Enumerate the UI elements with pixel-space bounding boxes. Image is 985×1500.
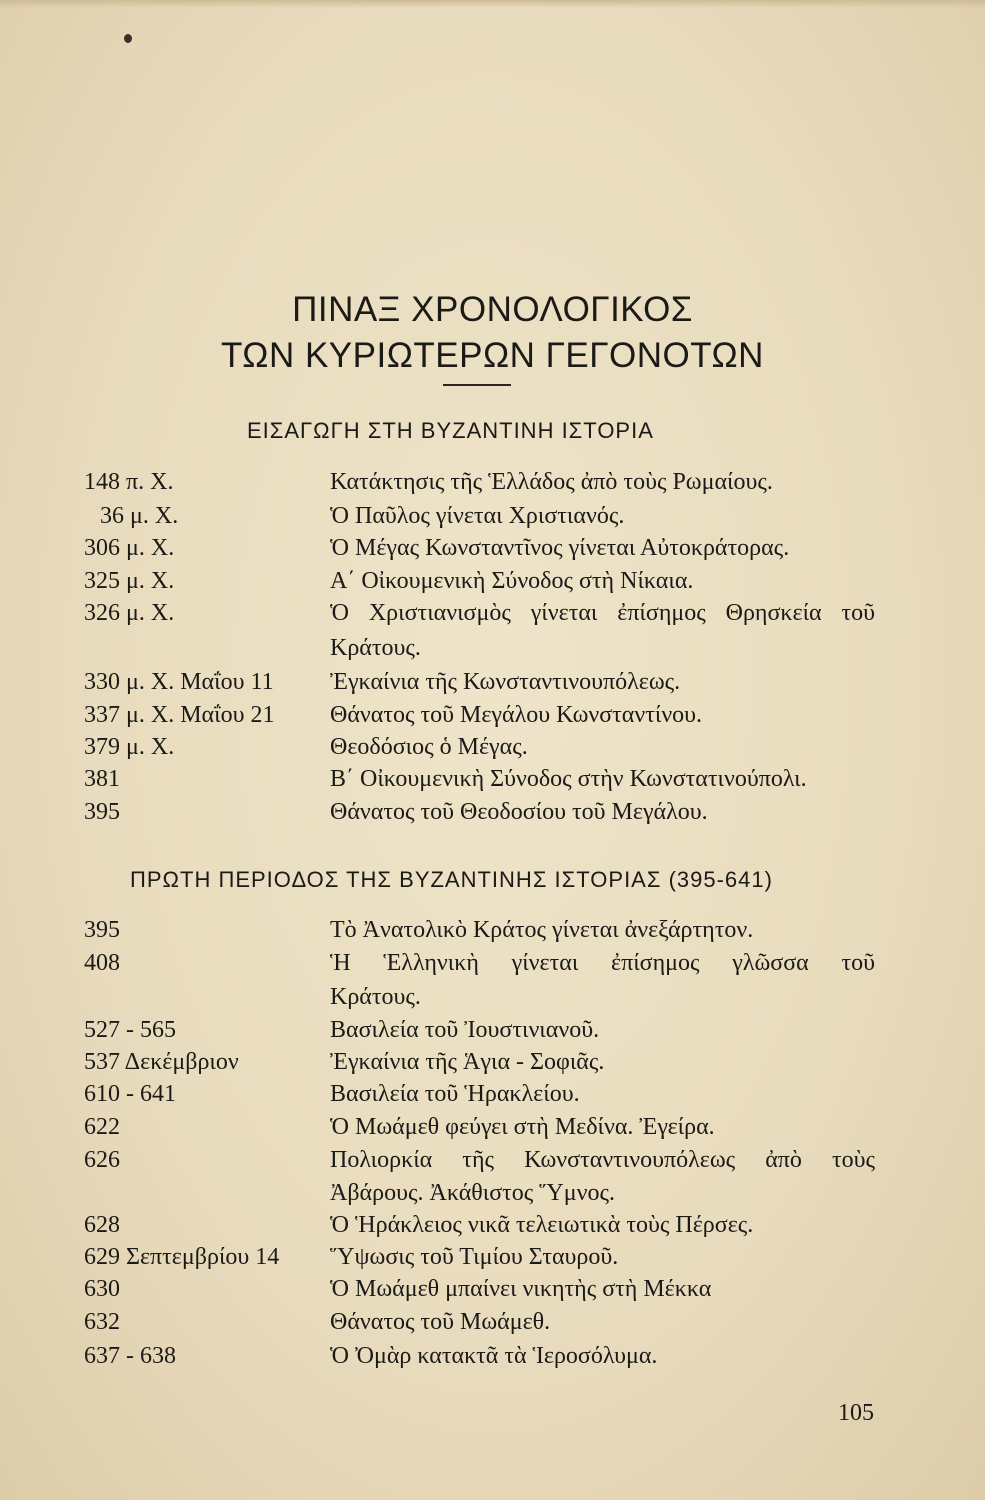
chronology-row xyxy=(0,466,985,498)
chronology-row xyxy=(0,1273,985,1305)
row-event: Ὁ Μέγας Κωνσταντῖνος γίνεται Αὐτοκράτορας. xyxy=(330,535,790,561)
row-date: 626 xyxy=(84,1147,120,1173)
row-event: Ὕψωσις τοῦ Τιμίου Σταυροῦ. xyxy=(330,1244,619,1270)
row-event: Βασιλεία τοῦ Ἰουστινιανοῦ. xyxy=(330,1017,600,1043)
row-date: 306 μ. Χ. xyxy=(84,535,175,561)
chronology-row-continued xyxy=(0,1177,985,1209)
row-date: 325 μ. Χ. xyxy=(84,568,175,594)
row-date: 527 - 565 xyxy=(84,1017,176,1043)
row-event: Ἐγκαίνια τῆς Ἁγια - Σοφιᾶς. xyxy=(330,1049,605,1075)
row-event: Ὁ Ὀμὰρ κατακτᾶ τὰ Ἱεροσόλυμα. xyxy=(330,1343,658,1369)
row-date: 395 xyxy=(84,799,120,825)
row-event: Ἀβάρους. Ἀκάθιστος Ὕμνος. xyxy=(330,1180,616,1206)
page-title-line-2: ΤΩΝ ΚΥΡΙΩΤΕΡΩΝ ΓΕΓΟΝΟΤΩΝ xyxy=(221,336,764,375)
row-event: Κατάκτησις τῆς Ἑλλάδος ἀπὸ τοὺς Ρωμαίους. xyxy=(330,469,773,495)
row-date: 629 Σεπτεμβρίου 14 xyxy=(84,1244,280,1270)
chronology-row xyxy=(0,796,985,828)
row-date: 637 - 638 xyxy=(84,1343,176,1369)
chronology-row xyxy=(0,1144,985,1176)
row-date: 330 μ. Χ. Μαΐου 11 xyxy=(84,669,274,695)
chronology-row xyxy=(0,1340,985,1372)
chronology-row xyxy=(0,914,985,946)
row-event: Ἡ Ἑλληνικὴ γίνεται ἐπίσημος γλῶσσα τοῦ xyxy=(330,950,875,976)
chronology-row xyxy=(0,1046,985,1078)
row-event: Θεοδόσιος ὁ Μέγας. xyxy=(330,734,528,760)
row-date: 622 xyxy=(84,1114,120,1140)
row-event: Ὁ Ἡράκλειος νικᾶ τελειωτικὰ τοὺς Πέρσες. xyxy=(330,1212,754,1238)
row-date: 628 xyxy=(84,1212,120,1238)
row-date: 408 xyxy=(84,950,120,976)
chronology-row xyxy=(0,1241,985,1273)
row-date: 630 xyxy=(84,1276,120,1302)
chronology-row xyxy=(0,1078,985,1110)
title-divider xyxy=(443,384,511,386)
row-date: 395 xyxy=(84,917,120,943)
chronology-row xyxy=(0,597,985,629)
row-date: 326 μ. Χ. xyxy=(84,600,175,626)
row-event: Θάνατος τοῦ Μεγάλου Κωνσταντίνου. xyxy=(330,702,703,728)
row-event: Ὁ Παῦλος γίνεται Χριστιανός. xyxy=(330,503,625,529)
row-date: 610 - 641 xyxy=(84,1081,176,1107)
row-event: Ὁ Μωάμεθ μπαίνει νικητὴς στὴ Μέκκα xyxy=(330,1276,712,1302)
chronology-row xyxy=(0,731,985,763)
row-date: 381 xyxy=(84,766,120,792)
chronology-row xyxy=(0,699,985,731)
row-date: 36 μ. Χ. xyxy=(100,503,179,529)
page-number: 105 xyxy=(838,1400,874,1426)
chronology-row xyxy=(0,1014,985,1046)
chronology-row-continued xyxy=(0,981,985,1013)
chronology-row xyxy=(0,532,985,564)
chronology-row xyxy=(0,565,985,597)
row-event: Βασιλεία τοῦ Ἡρακλείου. xyxy=(330,1081,580,1107)
section-heading-first-period: ΠΡΩΤΗ ΠΕΡΙΟΔΟΣ ΤΗΣ ΒΥΖΑΝΤΙΝΗΣ ΙΣΤΟΡΙΑΣ (395-641) xyxy=(130,867,773,892)
ink-mark xyxy=(124,34,132,43)
chronology-row xyxy=(0,763,985,795)
row-date: 632 xyxy=(84,1309,120,1335)
chronology-row xyxy=(0,1111,985,1143)
chronology-row xyxy=(0,947,985,979)
row-date: 537 Δεκέμβριον xyxy=(84,1049,239,1075)
row-event: Θάνατος τοῦ Μωάμεθ. xyxy=(330,1309,551,1335)
row-event: Ὁ Μωάμεθ φεύγει στὴ Μεδίνα. Ἐγείρα. xyxy=(330,1114,715,1140)
row-date: 379 μ. Χ. xyxy=(84,734,175,760)
page-top-edge xyxy=(0,0,985,8)
chronology-row xyxy=(0,1209,985,1241)
row-event: Κράτους. xyxy=(330,635,421,661)
chronology-row xyxy=(0,500,985,532)
row-event: Τὸ Ἀνατολικὸ Κράτος γίνεται ἀνεξάρτητον. xyxy=(330,917,754,943)
row-event: Α΄ Οἰκουμενικὴ Σύνοδος στὴ Νίκαια. xyxy=(330,568,694,594)
row-event: Θάνατος τοῦ Θεοδοσίου τοῦ Μεγάλου. xyxy=(330,799,708,825)
row-event: Ἐγκαίνια τῆς Κωνσταντινουπόλεως. xyxy=(330,669,681,695)
section-heading-introduction: ΕΙΣΑΓΩΓΗ ΣΤΗ ΒΥΖΑΝΤΙΝΗ ΙΣΤΟΡΙΑ xyxy=(247,418,654,443)
row-date: 337 μ. Χ. Μαΐου 21 xyxy=(84,702,275,728)
row-date: 148 π. Χ. xyxy=(84,469,174,495)
chronology-row-continued xyxy=(0,632,985,664)
row-event: Β΄ Οἰκουμενικὴ Σύνοδος στὴν Κωνστατινούπολι. xyxy=(330,766,807,792)
page-title-line-1: ΠΙΝΑΞ ΧΡΟΝΟΛΟΓΙΚΟΣ xyxy=(292,290,693,329)
row-event: Πολιορκία τῆς Κωνσταντινουπόλεως ἀπὸ τοὺς xyxy=(330,1147,875,1173)
chronology-row xyxy=(0,666,985,698)
row-event: Ὁ Χριστιανισμὸς γίνεται ἐπίσημος Θρησκεία τοῦ xyxy=(330,600,875,626)
chronology-row xyxy=(0,1306,985,1338)
row-event: Κράτους. xyxy=(330,984,421,1010)
